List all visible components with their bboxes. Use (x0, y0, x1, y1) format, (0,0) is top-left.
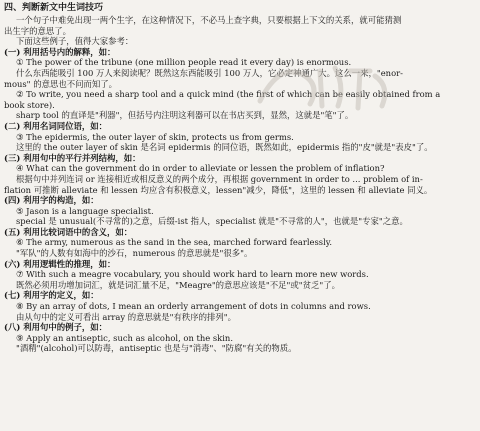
text-line: 一个句子中难免出现一两个生字，在这种情况下，不必马上查字典，只要根据上下文的关系，就可能猜测 (16, 15, 402, 25)
section-heading: (三) 利用句中的平行并列结构，如： (4, 152, 141, 163)
section-heading: (五) 利用比较词语中的含义，如： (4, 226, 133, 237)
text-line: mous" 的意思也不问而知了。 (4, 78, 117, 89)
text-line: ① The power of the tribune (one million people read it every day) is enormous. (16, 57, 352, 68)
section-heading: (四) 利用字的构造，如： (4, 195, 99, 206)
document-title: 四、判断新文中生词技巧 (4, 3, 104, 13)
text-line: flation 可推断 alleviate 和 lessen 均应含有积极意义，lessen"减少，降低"，这里的 lessen 和 alleviate 同义。 (4, 184, 433, 195)
text-line: ⑦ With such a meagre vocabulary, you should work hard to learn more new words. (16, 269, 369, 280)
text-line: book store). (4, 99, 55, 110)
text-line: "酒精"(alcohol)可以防毒，antiseptic 也是与"消毒"、"防腐"有关的物质。 (16, 343, 297, 354)
text-line: ⑤ Jason is a language specialist. (16, 205, 154, 216)
text-line: "军队"的人数有如海中的沙石，numerous 的意思就是"很多"。 (16, 248, 253, 259)
section-heading: (七) 利用字的定义，如： (4, 290, 99, 301)
text-line: ④ What can the government do in order to alleviate or lessen the problem of inflation? (16, 163, 385, 174)
text-line: 什么东西能吸引 100 万人来阅读呢？既然这东西能吸引 100 万人，它必定神通广大。这么一来，"enor- (16, 67, 403, 78)
section-heading: (二) 利用名词同位语，如： (4, 120, 107, 131)
section-heading: (一) 利用括号内的解释，如： (4, 46, 116, 57)
document-body (4, 15, 474, 354)
text-line: ⑧ By an array of dots, I mean an orderly arrangement of dots in columns and rows. (16, 301, 371, 312)
text-line: ② To write, you need a sharp tool and a quick mind (the first of which can be easily obtained from a (16, 89, 441, 100)
text-line: 根据句中并列连词 or 连接相近或相反意义的两个成分，再根据 government in order to ... problem of in- (16, 173, 423, 184)
text-line: ③ The epidermis, the outer layer of skin, protects us from germs. (16, 131, 294, 142)
text-line: ⑨ Apply an antiseptic, such as alcohol, on the skin. (16, 332, 233, 343)
text-line: 出生字的意思了。 (4, 25, 71, 36)
text-line: ⑥ The army, numerous as the sand in the sea, marched forward fearlessly. (16, 237, 333, 248)
text-line: sharp tool 的直译是"利器"，但括号内注明这利器可以在书店买到，显然，这就是"笔"了。 (16, 110, 354, 121)
text-line: special 是 unusual(不寻常的)之意，后缀-ist 指人，specialist 就是"不寻常的人"，也就是"专家"之意。 (16, 216, 408, 227)
text-line: 这里的 the outer layer of skin 是名词 epidermis 的同位语，既然如此，epidermis 指的"皮"就是"表皮"了。 (16, 142, 433, 153)
section-heading: (八) 利用句中的例子，如： (4, 322, 107, 333)
text-line: 下面这些例子，值得大家参考： (16, 36, 134, 47)
section-heading: (六) 利用逻辑性的推理，如： (4, 258, 116, 269)
text-line: 由从句中的定义可看出 array 的意思就是"有秩序的排列"。 (16, 311, 237, 322)
text-line: 既然必须用功增加词汇，就是词汇量不足，"Meagre"的意思应该是"不足"或"贫乏"了。 (16, 279, 340, 290)
